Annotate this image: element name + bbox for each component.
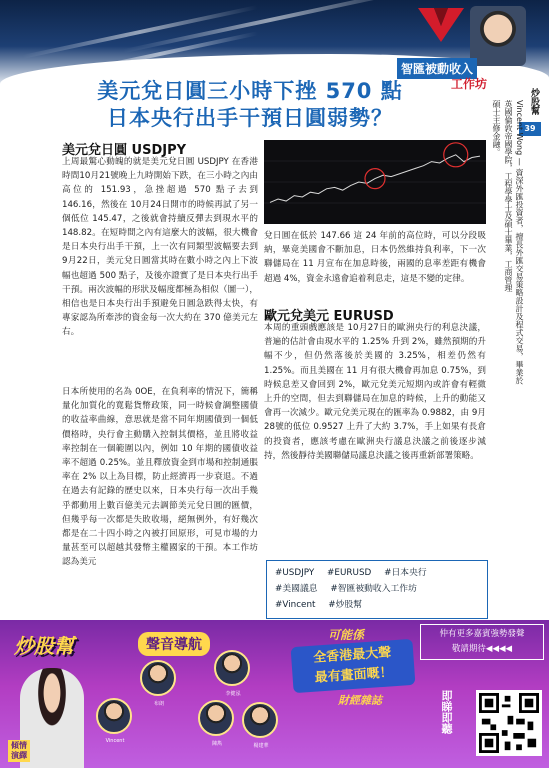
title-line-1: 美元兌日圓三小時下挫 570 點 (97, 79, 403, 103)
promo-slogan-top: 可能係 (328, 628, 365, 642)
paragraph-usdjpy-3: 兌日圓在低於 147.66 這 24 年前的高位時，可以分段吸納，畢竟美國會不斷加息，日本仍然維持負利率，下一次聯儲局在 11 月宣布在加息時後，兩國的息率差距有機會超過 4%，資金永遠會追着利息走，這是不變的定律。 (264, 231, 486, 284)
host-name: 布朗 (153, 701, 164, 707)
promo-slogan-main: 全香港最大聲 最有畫面嘅！ (291, 639, 416, 693)
hashtag[interactable]: #Vincent (275, 600, 316, 610)
promo-logo: 炒股幫 (14, 634, 74, 658)
hashtag[interactable]: #智匯被動收入工作坊 (330, 584, 417, 594)
paragraph-usdjpy-1: 上周最驚心動魄的就是美元兌日圓 USDJPY 在香港時間10月21號晚上九時開始下跌，在三小時之內由高位的 151.93，急挫超過 570 點子去到 146.16，然後在 10月24日開市的時候再試了另一個低位 145.47，之後就會持續反彈去到現水平的 148.82。在短時間之內有這麼大的波幅，很大機會是日本央行出手干預，上一次有同類型波幅要去到 9月22日，美元兌日圓當其時在數小時之內上下波幅也超過 500 點子，及後亦證實了是日本央行出手干預。兩次波幅的形狀及幅度都極為相似（圖一），相信也是日本央行出手預避免日圓急跌得太快，有專家認為所牽涉的資金每一次大約在 370 億美元左右。 (62, 157, 258, 338)
author-bio-cont: 碩士主修金融。 (492, 100, 501, 156)
column-subtitle: 工作坊 (451, 77, 488, 91)
host-name: 楊建華 (253, 743, 269, 749)
qr-label: 即睇即聽 (440, 690, 453, 734)
section-heading-usdjpy: 美元兌日圓 USDJPY (62, 143, 187, 158)
hashtag[interactable]: #EURUSD (327, 568, 372, 578)
presenter-tag: 傾情 演繹 (8, 740, 30, 762)
hashtag[interactable]: #USDJPY (275, 568, 315, 578)
qr-code-icon (479, 693, 539, 753)
hashtag[interactable]: #炒股幫 (328, 600, 363, 610)
host-avatar (198, 700, 234, 736)
qr-code[interactable] (476, 690, 542, 756)
section-heading-eurusd: 歐元兌美元 EURUSD (264, 309, 394, 324)
paragraph-eurusd: 本周的重頭戲應該是 10月27日的歐洲央行的利息決議，普遍的估計會由現水平的 1.25% 升到 2%，雖然預期的升幅不少，但仍然落後於美國的 3.25%，相差仍然有 1.25%。而且美國在 11 月有很大機會再加息 0.75%，到時候息差又會回到 2%，歐元兌美元短期內或許會有輕微上升的空間，但去到聯儲局在加息的時候，上升的動能又會再一次減少。歐元兌美元現在的匯率為 0.9882，由 9月28號的低位 0.9527 上升了大約 3.7%，手上如果有長倉的投資者，應該考慮在歐洲央行議息決議之前後逐步減持，然後靜待美國聯儲局議息決議之後再重新部署策略。 (264, 323, 486, 461)
price-chart (264, 140, 486, 224)
author-avatar (470, 6, 526, 66)
article-title (60, 78, 440, 132)
host-avatar (140, 660, 176, 696)
hashtag-box (266, 560, 488, 619)
author-label: 炒股幫 (529, 88, 539, 115)
host-avatar (242, 702, 278, 738)
hashtag[interactable]: #美國議息 (275, 584, 318, 594)
promo-more-box: 仲有更多嘉賓強勢發聲 敬請期待◀◀◀◀ (420, 624, 544, 660)
hashtag[interactable]: #日本央行 (384, 568, 427, 578)
author-bio: Vincent Wong — 資深外匯投資者，擅長外匯交易策略設計及程式交易，畢業於英國倫敦帝國學院，工程學學士及碩士畢業，工商管理 (504, 100, 524, 385)
host-avatar (96, 698, 132, 734)
host-avatar (214, 650, 250, 686)
promo-radio-label: 聲音導航 (138, 632, 210, 656)
paragraph-usdjpy-2: 日本所使用的名為 0OE，在負利率的情況下，簡稱量化加質化的寬鬆貨幣政策，同一時候會調整國債的收益率曲線，意思就是當不同年期國債到一個低價格時，央行會主動購入控制其價格，並且將收益率控制在一個範圍以內，例如 10 年期的國債收益率不超過 0.25%。並且釋放資金到市場和控制通脹率在 2% 以上為目標，防止經濟再一步衰退。不過在過去有記錄的歷史以來，日本央行每一次出手幾乎都動用上數百億美元去調節美元兌日圓的匯價，但幾乎每一次都是失敗收場，絕無例外，有好幾次都是在二十四小時之內被打回原形，可見市場的力量甚至可以超越其發幣主權國家的干預。本工作坊認為美元 (62, 387, 258, 568)
host-name: Vincent (105, 738, 125, 744)
host-name: 陳雋 (211, 741, 222, 747)
page-number: 39 (519, 122, 541, 136)
column-title: 智匯被動收入 (397, 58, 477, 79)
title-line-2: 日本央行出手干預日圓弱勢？ (107, 106, 393, 130)
host-name: 李健泓 (225, 691, 241, 697)
brand-logo-icon (418, 8, 464, 42)
promo-slogan-bottom: 財經雜誌 (338, 694, 382, 707)
